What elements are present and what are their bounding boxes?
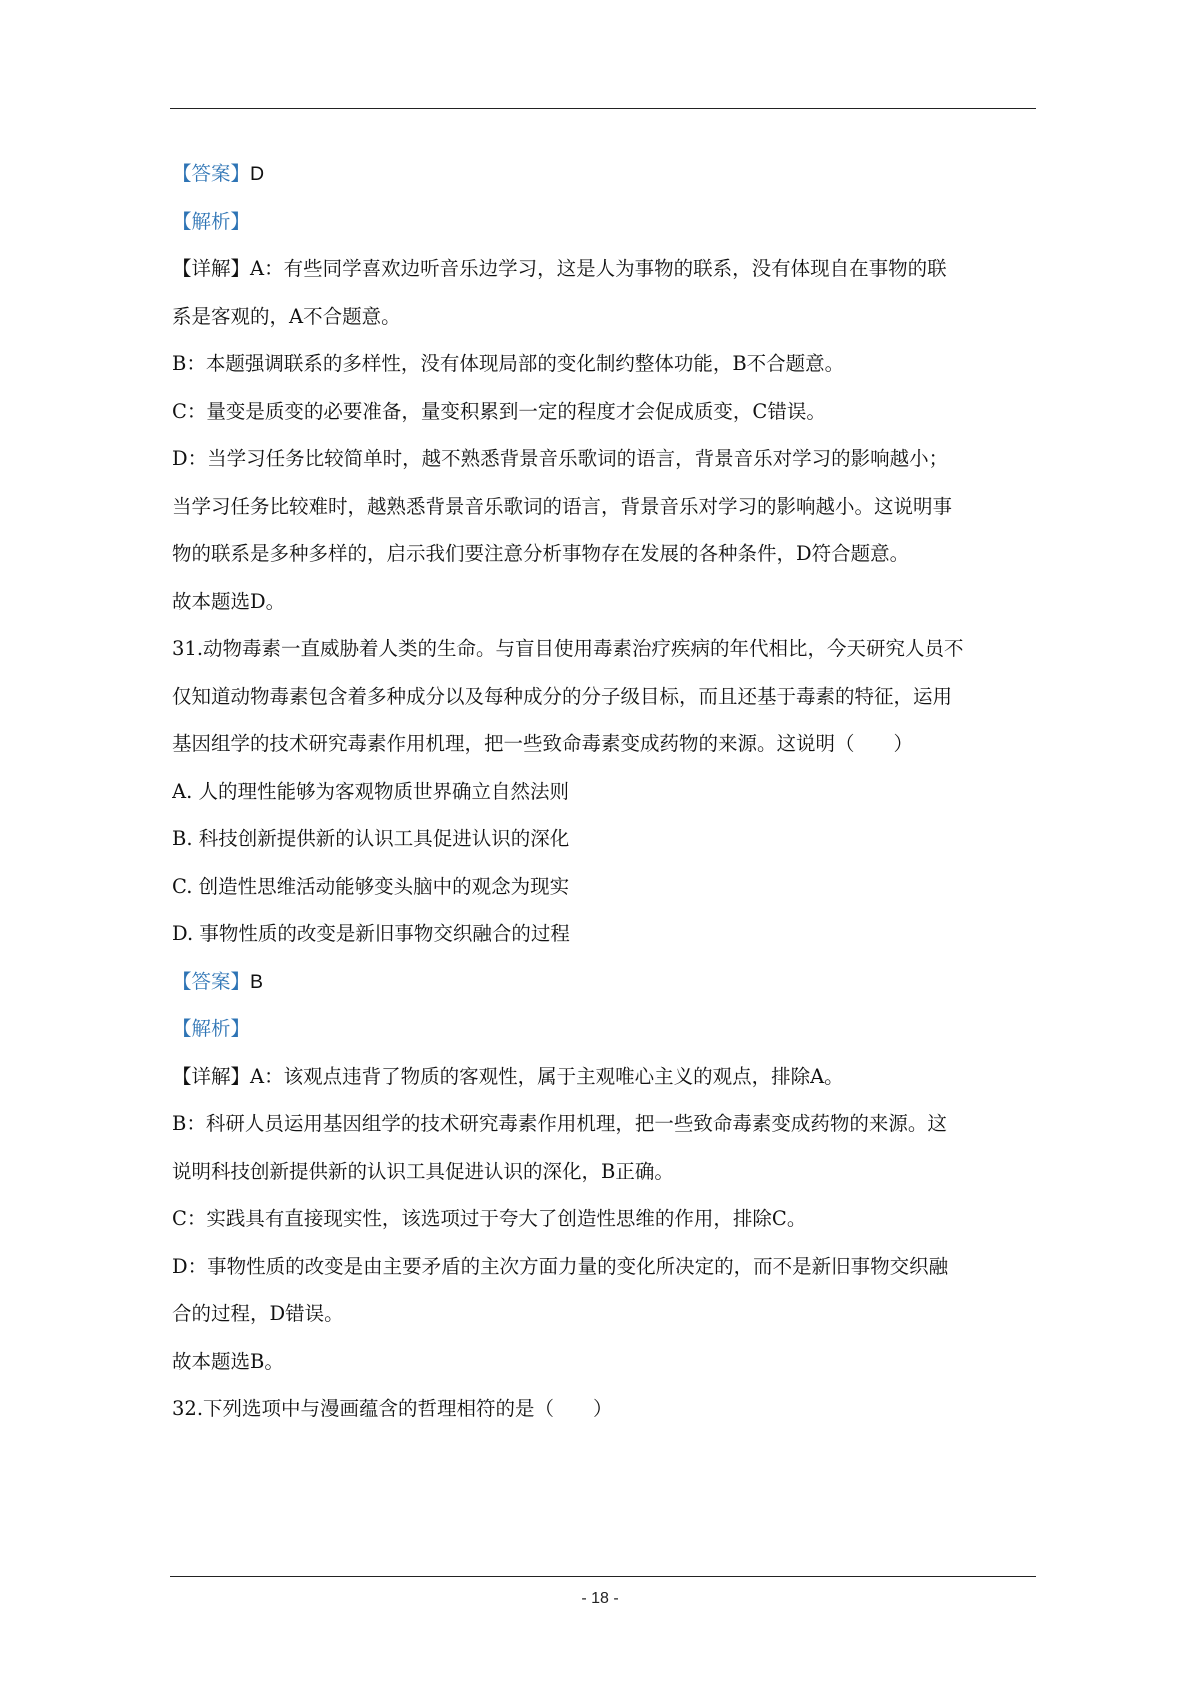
q32-stem: 32.下列选项中与漫画蕴含的哲理相符的是（ ）: [172, 1397, 613, 1420]
q30-detail-line: D：当学习任务比较简单时，越不熟悉背景音乐歌词的语言，背景音乐对学习的影响越小；: [172, 447, 949, 470]
q31-detail-line: 说明科技创新提供新的认识工具促进认识的深化，B正确。: [172, 1159, 674, 1183]
q31-detail-line: B：科研人员运用基因组学的技术研究毒素作用机理，把一些致命毒素变成药物的来源。这: [172, 1112, 947, 1135]
q30-analysis: [172, 198, 1036, 246]
q31-detail-line: [172, 1053, 1036, 1101]
analysis-tag: 【解析】: [172, 1017, 251, 1040]
q30-detail-line: C：量变是质变的必要准备，量变积累到一定的程度才会促成质变，C错误。: [172, 399, 826, 423]
answer-value: D: [250, 163, 265, 185]
q31-detail-line: D：事物性质的改变是由主要矛盾的主次方面力量的变化所决定的，而不是新旧事物交织融: [172, 1254, 949, 1278]
q31-detail-line: C：实践具有直接现实性，该选项过于夸大了创造性思维的作用，排除C。: [172, 1207, 807, 1230]
answer-tag: 【答案】: [172, 162, 251, 185]
q30-answer: [172, 150, 1036, 198]
q30-detail-line: 系是客观的，A不合题意。: [172, 304, 401, 328]
detail-text: A：该观点违背了物质的客观性，属于主观唯心主义的观点，排除A。: [250, 1064, 844, 1088]
q31-option-b: B. 科技创新提供新的认识工具促进认识的深化: [172, 827, 570, 850]
q30-detail-line: B：本题强调联系的多样性，没有体现局部的变化制约整体功能，B不合题意。: [172, 352, 845, 375]
q31-analysis: [172, 1005, 1036, 1053]
q31-detail-line: 合的过程，D错误。: [172, 1302, 344, 1325]
q31-stem-line: 31.动物毒素一直威胁着人类的生命。与盲目使用毒素治疗疾病的年代相比，今天研究人员不: [172, 637, 964, 660]
header-rule: [170, 108, 1036, 109]
q30-detail-line: [172, 245, 1036, 293]
answer-value: B: [250, 970, 264, 993]
footer-rule: [170, 1576, 1036, 1577]
q31-option-d: D. 事物性质的改变是新旧事物交织融合的过程: [172, 922, 570, 945]
q30-conclusion: 故本题选D。: [172, 589, 286, 613]
page-content: [172, 150, 1036, 1433]
analysis-tag: 【解析】: [172, 209, 251, 233]
detail-text: A：有些同学喜欢边听音乐边学习，这是人为事物的联系，没有体现自在事物的联: [250, 257, 947, 280]
q31-stem-line: 仅知道动物毒素包含着多种成分以及每种成分的分子级目标，而且还基于毒素的特征，运用: [172, 684, 953, 708]
q31-option-a: A. 人的理性能够为客观物质世界确立自然法则: [172, 779, 569, 803]
q30-detail-line: 物的联系是多种多样的，启示我们要注意分析事物存在发展的各种条件，D符合题意。: [172, 542, 910, 565]
q31-stem-line: 基因组学的技术研究毒素作用机理，把一些致命毒素变成药物的来源。这说明（ ）: [172, 732, 914, 755]
detail-tag: 【详解】: [172, 1064, 251, 1088]
page-number: - 18 -: [581, 1590, 619, 1607]
detail-tag: 【详解】: [172, 257, 251, 280]
q31-conclusion: 故本题选B。: [172, 1349, 284, 1373]
q30-detail-line: 当学习任务比较难时，越熟悉背景音乐歌词的语言，背景音乐对学习的影响越小。这说明事: [172, 494, 953, 518]
q31-answer: [172, 958, 1036, 1006]
answer-tag: 【答案】: [172, 969, 251, 993]
q31-option-c: C. 创造性思维活动能够变头脑中的观念为现实: [172, 874, 570, 898]
